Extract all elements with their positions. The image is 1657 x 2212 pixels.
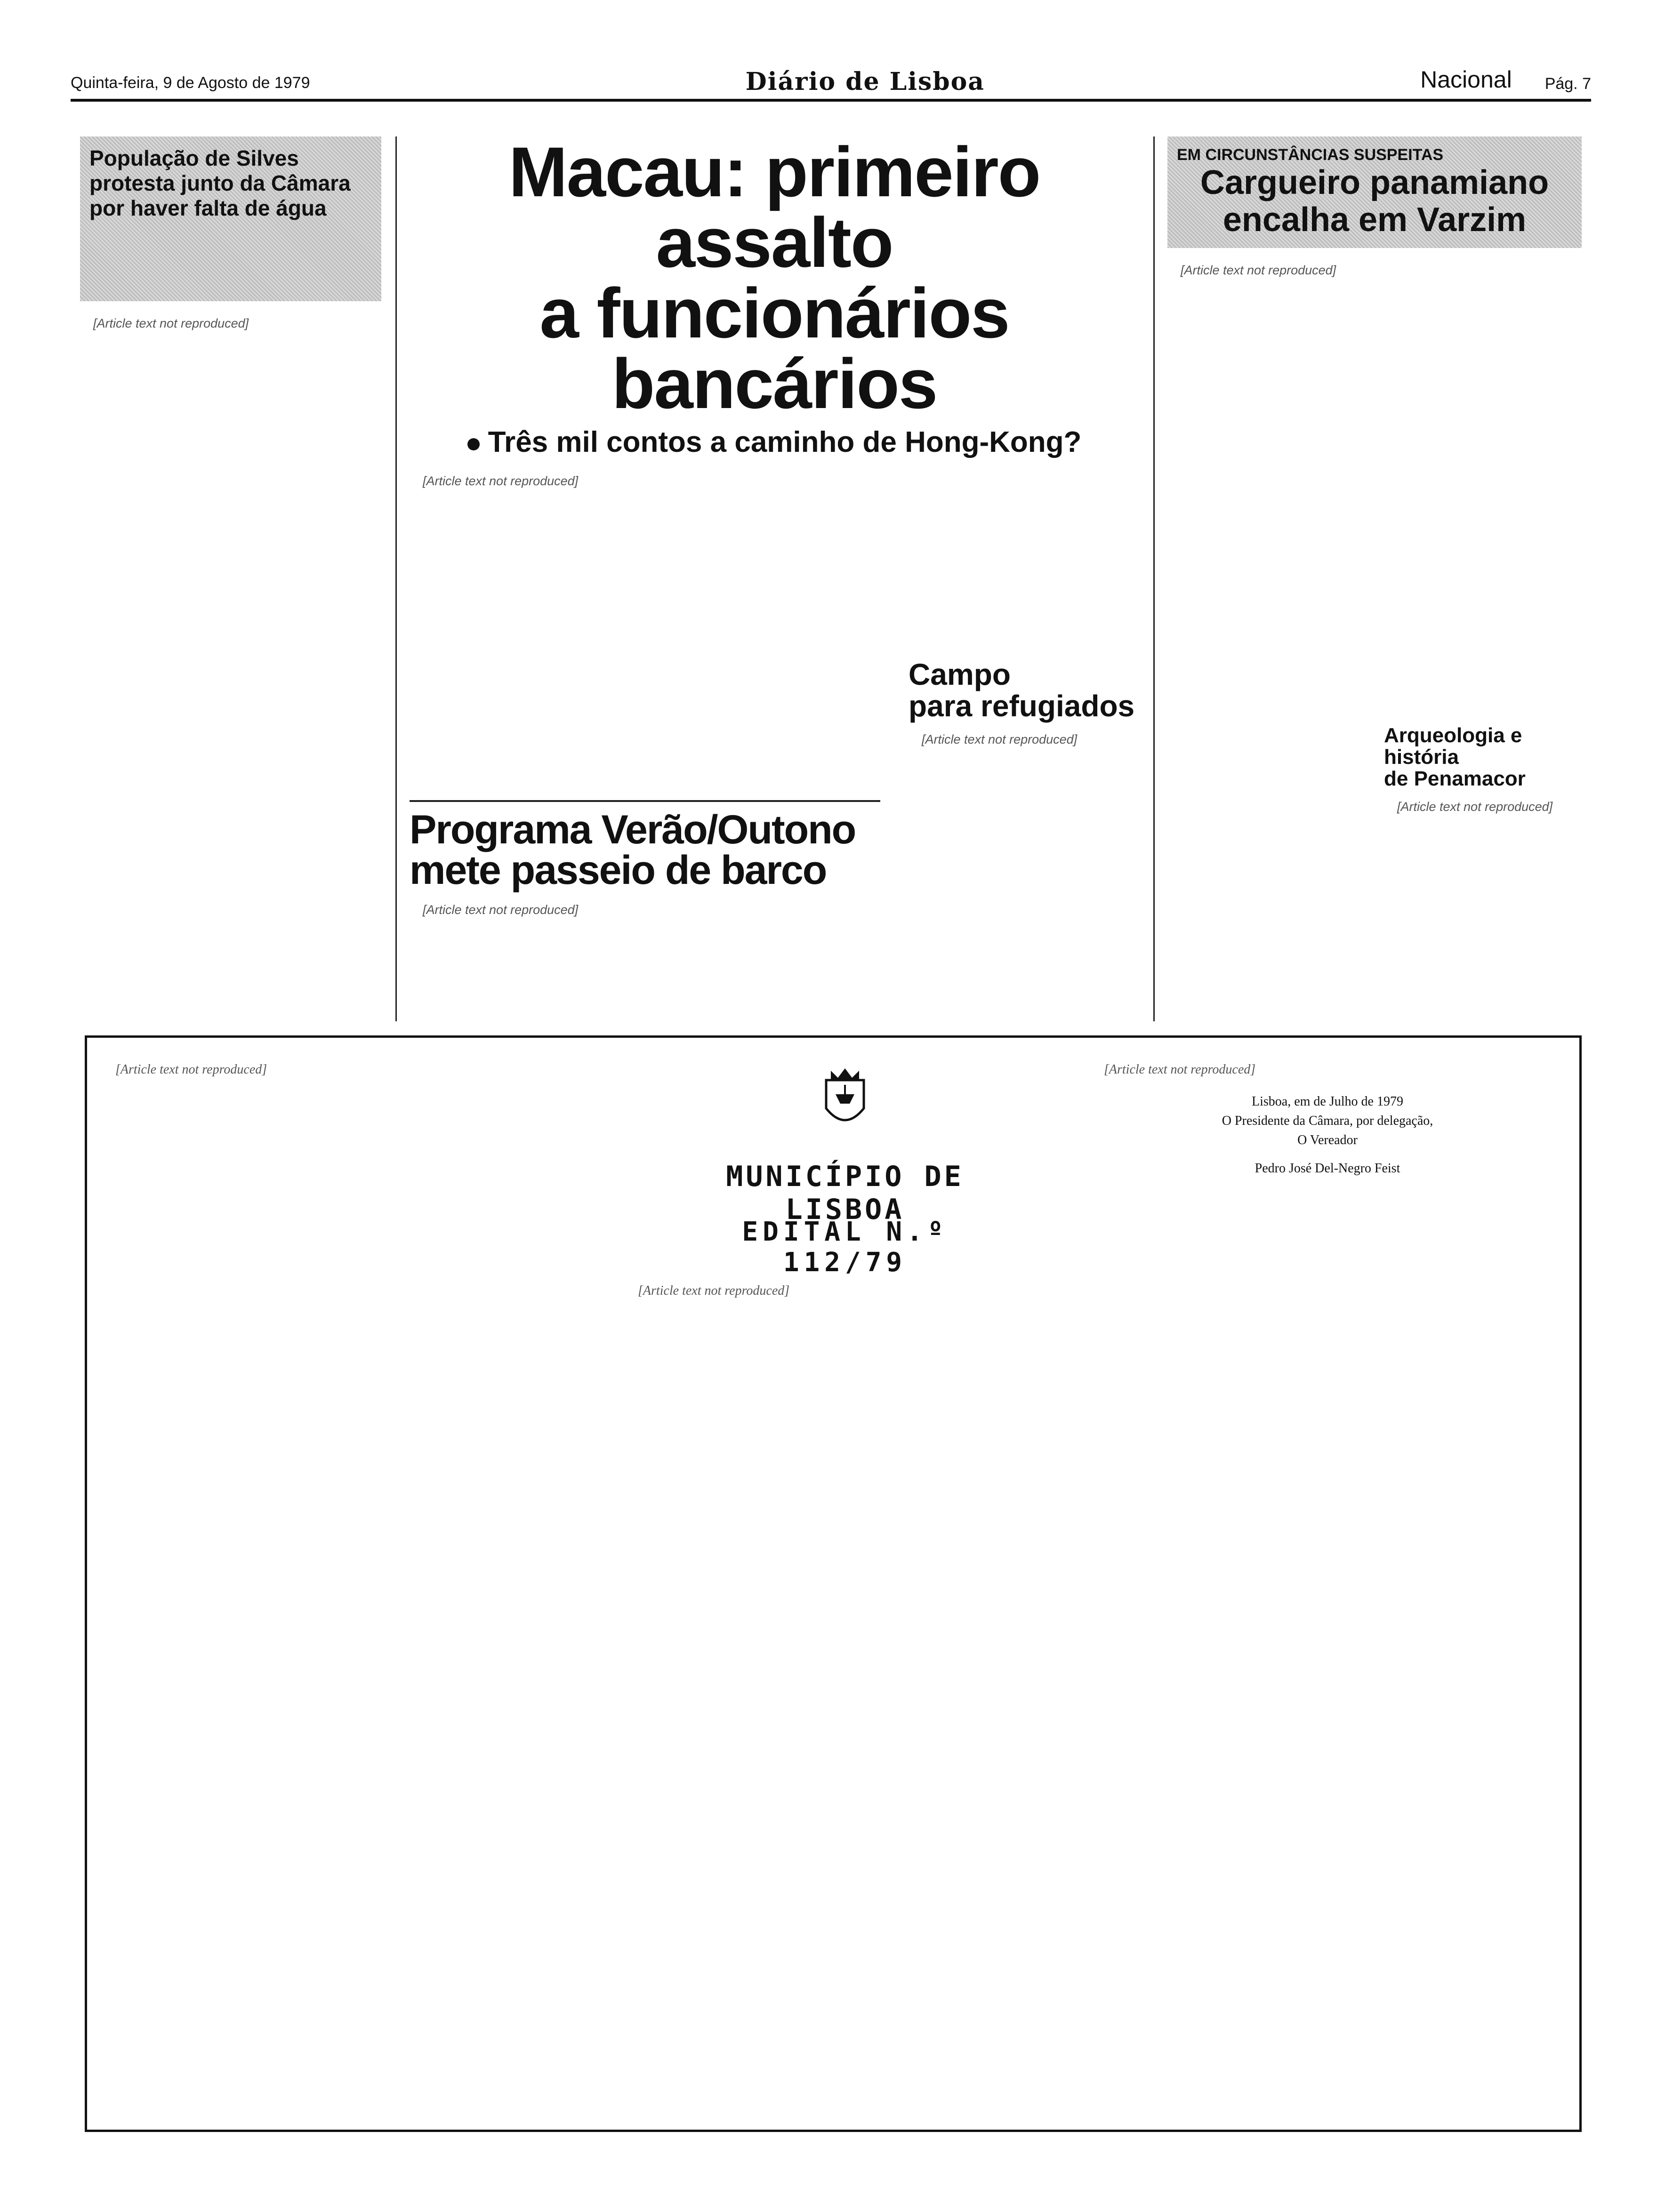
signature-title: O Vereador xyxy=(1297,1132,1358,1147)
masthead-right xyxy=(1420,66,1591,99)
article-silves xyxy=(80,136,381,339)
section-label: Nacional xyxy=(1420,66,1512,93)
edital-signature xyxy=(1104,1092,1551,1178)
macau-body: [Article text not reproduced] xyxy=(423,474,579,488)
campo-headline-line2: para refugiados xyxy=(909,689,1135,723)
macau-headline-line1: Macau: primeiro assalto xyxy=(508,132,1040,282)
cargueiro-kicker: EM CIRCUNSTÂNCIAS SUSPEITAS xyxy=(1177,146,1444,164)
edital-articles-right: [Article text not reproduced] xyxy=(1104,1062,1256,1077)
page-number: Pág. 7 xyxy=(1544,75,1591,93)
newspaper-page xyxy=(71,56,1591,2165)
edital-column-right xyxy=(1104,1061,1551,1178)
cargueiro-headline-block xyxy=(1167,136,1582,248)
arqueologia-headline-line2: de Penamacor xyxy=(1384,767,1526,791)
signature-role: O Presidente da Câmara, por delegação, xyxy=(1222,1113,1433,1128)
masthead-paper-name: Diário de Lisboa xyxy=(745,67,985,96)
masthead xyxy=(71,56,1591,102)
arqueologia-body: [Article text not reproduced] xyxy=(1397,799,1553,814)
article-programa xyxy=(410,809,880,925)
cargueiro-headline-line1: Cargueiro panamiano xyxy=(1200,164,1549,201)
article-arqueologia xyxy=(1384,725,1582,822)
article-macau xyxy=(410,132,1139,497)
programa-headline-line2: mete passeio de barco xyxy=(410,848,827,893)
article-campo xyxy=(909,659,1139,755)
column-rule xyxy=(395,136,397,1021)
article-cargueiro xyxy=(1167,136,1582,286)
silves-headline: População de Silves protesta junto da Câmara por haver falta de água xyxy=(80,136,381,301)
cargueiro-body: [Article text not reproduced] xyxy=(1181,263,1336,278)
lisbon-crest-icon xyxy=(817,1061,873,1132)
programa-headline-line1: Programa Verão/Outono xyxy=(410,807,856,852)
edital-title: MUNICÍPIO DE LISBOA xyxy=(726,1160,964,1226)
cargueiro-headline-line2: encalha em Varzim xyxy=(1223,201,1527,239)
campo-headline-line1: Campo xyxy=(909,657,1011,691)
edital-articles-middle: [Article text not reproduced] xyxy=(638,1283,790,1298)
edital-column-middle xyxy=(638,1282,1052,1307)
signature-name: Pedro José Del-Negro Feist xyxy=(1255,1161,1400,1176)
column-rule xyxy=(1153,136,1155,1021)
macau-subhead-text: Três mil contos a caminho de Hong-Kong? xyxy=(488,426,1082,458)
edital-preamble: [Article text not reproduced] xyxy=(115,1062,267,1077)
arqueologia-headline-line1: Arqueologia e história xyxy=(1384,724,1522,769)
edital-notice-box xyxy=(85,1035,1582,2132)
programa-body: [Article text not reproduced] xyxy=(423,903,579,917)
signature-place-date: Lisboa, em de Julho de 1979 xyxy=(1252,1094,1403,1109)
edital-number: EDITAL N.º 112/79 xyxy=(742,1217,948,1278)
campo-body: [Article text not reproduced] xyxy=(922,732,1078,747)
bullet-icon xyxy=(467,438,480,450)
edital-column-left xyxy=(115,1061,586,1086)
macau-subhead xyxy=(410,425,1139,459)
section-rule xyxy=(410,800,880,802)
masthead-date: Quinta-feira, 9 de Agosto de 1979 xyxy=(71,74,310,92)
silves-body: [Article text not reproduced] xyxy=(93,316,249,330)
macau-headline-line2: a funcionários bancários xyxy=(539,273,1009,423)
